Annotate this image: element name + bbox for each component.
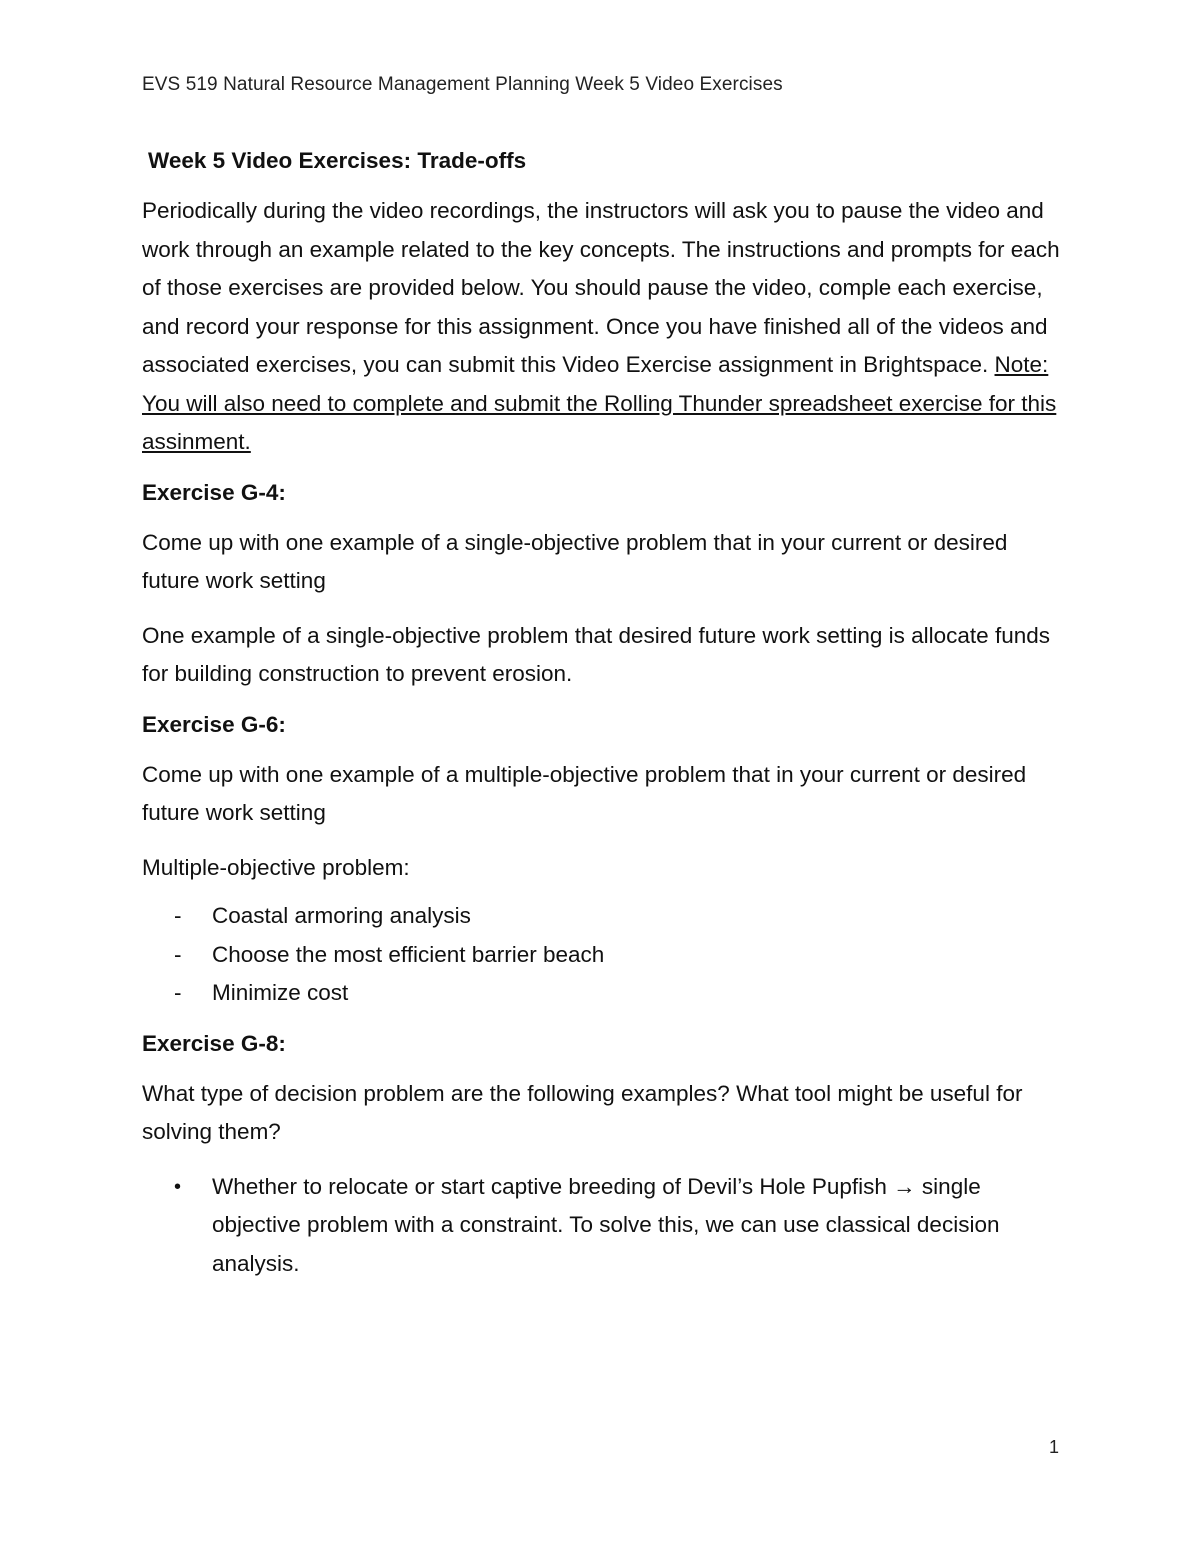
exercise-g8-heading: Exercise G-8: [142,1030,286,1056]
page-number: 1 [1049,1437,1060,1457]
document-body [142,146,1067,1299]
intro-note: Note: You will also need to complete and submit the Rolling Thunder spreadsheet exercise for this assinment. [142,352,1057,454]
list-item [142,974,1067,1013]
intro-paragraph [142,192,1067,462]
bullet-icon: • [174,1175,182,1198]
page-header: EVS 519 Natural Resource Management Planning Week 5 Video Exercises [142,74,783,95]
list-item [142,936,1067,975]
intro-text: Periodically during the video recordings, the instructors will ask you to pause the video and work through an example related to the key concepts. The instructions and prompts for each of those exercises are provided below. You should pause the video, comple each exercise, and record your response for this assignment. Once you have finished all of the videos and associated exercises, you can submit this Video Exercise assignment in Brightspace. [142,198,1060,377]
exercise-g6-answer-label: Multiple-objective problem: [142,854,410,880]
list-item-text: Choose the most efficient barrier beach [212,941,605,967]
dash-marker: - [174,980,182,1005]
list-item [142,1168,1067,1284]
list-item [142,897,1067,936]
dash-marker: - [174,941,182,967]
list-item-text: Whether to relocate or start captive breeding of Devil’s Hole Pupfish → single objective problem with a constraint. To solve this, we can use classical decision analysis. [212,1173,1000,1276]
list-item-text: Minimize cost [212,980,349,1005]
exercise-g8-prompt: What type of decision problem are the following examples? What tool might be useful for solving them? [142,1080,1023,1144]
list-item-text: Coastal armoring analysis [212,903,471,928]
exercise-g4-prompt: Come up with one example of a single-objective problem that in your current or desired future work setting [142,529,1008,593]
document-title: Week 5 Video Exercises: Trade-offs [148,148,527,173]
exercise-g8-list [142,1168,1067,1284]
exercise-g6-list [142,897,1067,1013]
exercise-g4-answer: One example of a single-objective problem that desired future work setting is allocate funds for building construction to prevent erosion. [142,622,1050,686]
exercise-g4-heading: Exercise G-4: [142,479,286,505]
exercise-g6-prompt: Come up with one example of a multiple-objective problem that in your current or desired future work setting [142,761,1027,825]
dash-marker: - [174,903,182,928]
exercise-g6-heading: Exercise G-6: [142,711,286,737]
